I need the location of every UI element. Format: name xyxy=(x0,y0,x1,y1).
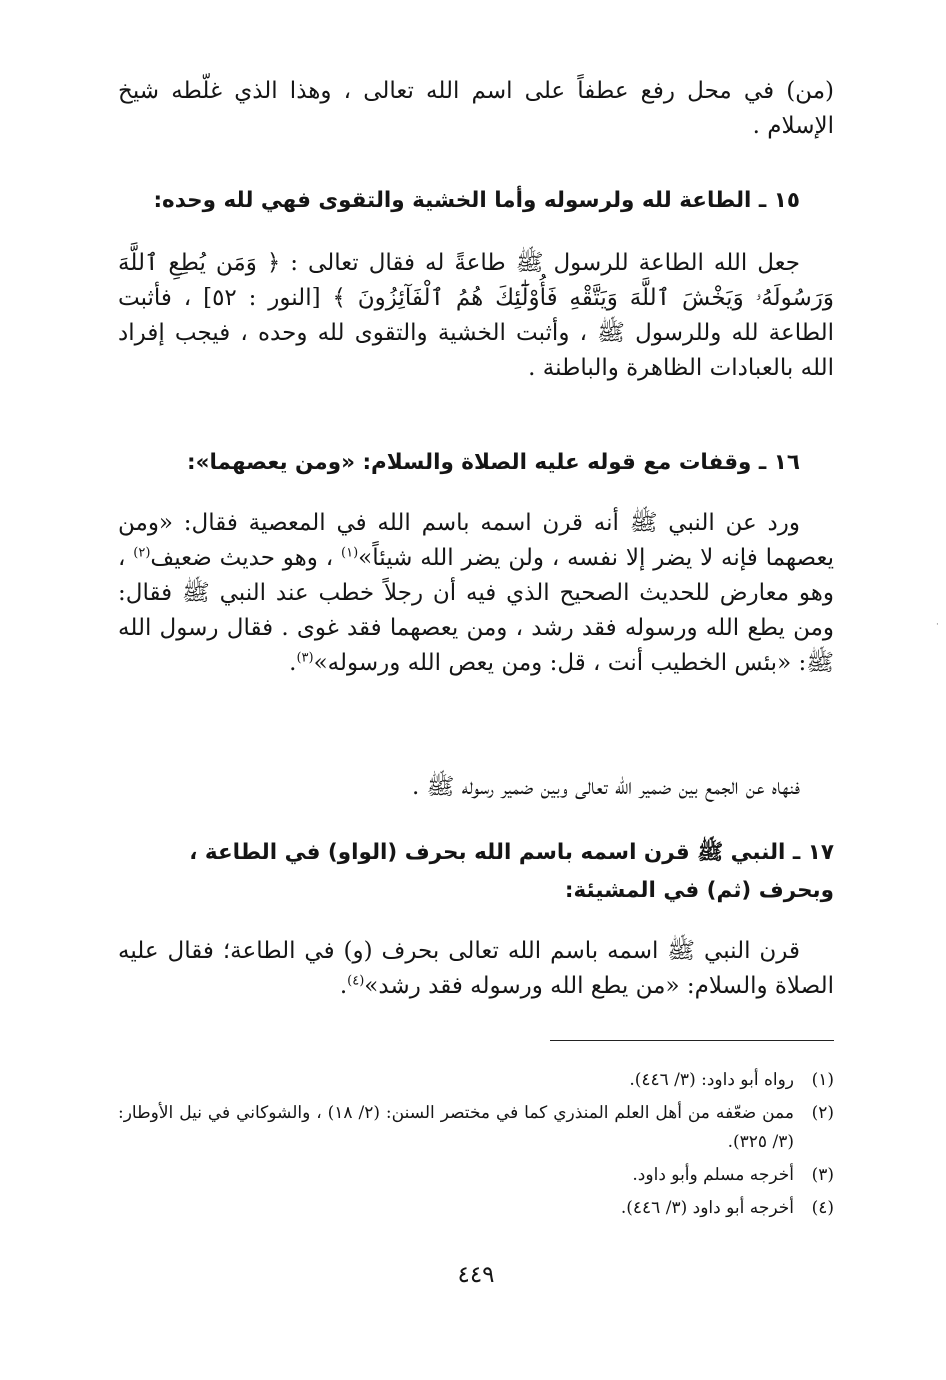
footnote-ref-2[interactable]: (٢) xyxy=(133,545,151,561)
paragraph-16-text-d: . xyxy=(289,650,297,676)
footnote-text: أخرجه مسلم وأبو داود. xyxy=(632,1165,794,1185)
footnote-ref-3[interactable]: (٣) xyxy=(296,650,314,666)
footnote-number: (٢) xyxy=(811,1103,834,1123)
paragraph-16-conclusion: فنهاه عن الجمع بين ضمير الله تعالى وبين ضمير رسوله ﷺ . xyxy=(411,774,800,800)
paragraph-17 xyxy=(118,934,834,1004)
footnote-separator xyxy=(550,1040,834,1041)
footnote-number: (١) xyxy=(811,1070,834,1090)
paragraph-17-text-a: قرن النبي ﷺ اسمه باسم الله تعالى بحرف (و) في الطاعة؛ فقال عليه الصلاة والسلام: «من يطع الله ورسوله فقد رشد» xyxy=(118,938,834,999)
heading-16: ١٦ ـ وقفات مع قوله عليه الصلاة والسلام: «ومن يعصهما»: xyxy=(187,450,800,475)
footnote-ref-4[interactable]: (٤) xyxy=(347,973,365,989)
page-body xyxy=(118,62,834,1362)
paragraph-15: جعل الله الطاعة للرسول ﷺ طاعةً له فقال تعالى : ﴿ وَمَن يُطِعِ ٱللَّهَ وَرَسُولَهُۥ وَيَخْشَ ٱللَّهَ وَيَتَّقْهِ فَأُوْلَٰٓئِكَ هُمُ ٱلْفَآئِزُونَ ﴾ [النور : ٥٢] ، فأثبت الطاعة لله وللرسول ﷺ ، وأثبت الخشية والتقوى لله وحده ، فيجب إفراد الله بالعبادات الظاهرة والباطنة . xyxy=(118,250,834,381)
footnote-item xyxy=(118,1161,834,1190)
footnote-item xyxy=(118,1099,834,1157)
paragraph-16-text-a: ورد عن النبي ﷺ أنه قرن اسمه باسم الله في المعصية فقال: «ومن يعصهما فإنه لا يضر إلا نفسه ، ولن يضر الله شيئاً» xyxy=(118,510,834,571)
paragraph-16-text-b: ، وهو حديث ضعيف xyxy=(150,545,342,571)
heading-17: ١٧ ـ النبي ﷺ قرن اسمه باسم الله بحرف (الواو) في الطاعة ، وبحرف (ثم) في المشيئة: xyxy=(189,840,834,903)
footnote-text: أخرجه أبو داود (٣/ ٤٤٦). xyxy=(620,1198,794,1218)
paragraph-16 xyxy=(118,506,834,681)
footnote-number: (٤) xyxy=(811,1198,834,1218)
paragraph-intro: (من) في محل رفع عطفاً على اسم الله تعالى ، وهذا الذي غلّطه شيخ الإسلام . xyxy=(118,78,834,139)
footnote-text: ممن ضعّفه من أهل العلم المنذري كما في مختصر السنن: (٢/ ١٨) ، والشوكاني في نيل الأوطار: (٣/ ٣٢٥). xyxy=(118,1103,794,1152)
paragraph-16-text-c: ، وهو معارض للحديث الصحيح الذي فيه أن رجلاً خطب عند النبي ﷺ فقال: ومن يطع الله ورسوله فقد رشد ، ومن يعصهما فقد غوى . فقال رسول الله ﷺ: «بئس الخطيب أنت ، قل: ومن يعص الله ورسوله» xyxy=(118,545,834,676)
scan-artifact: · xyxy=(936,620,939,630)
footnote-ref-1[interactable]: (١) xyxy=(341,545,359,561)
footnote-item xyxy=(118,1066,834,1095)
heading-15: ١٥ ـ الطاعة لله ولرسوله وأما الخشية والتقوى فهي لله وحده: xyxy=(153,188,800,213)
footnote-number: (٣) xyxy=(811,1165,834,1185)
paragraph-17-text-b: . xyxy=(339,973,348,999)
footnote-text: رواه أبو داود: (٣/ ٤٤٦). xyxy=(629,1070,794,1090)
footnote-item xyxy=(118,1194,834,1223)
footnotes xyxy=(118,1066,834,1223)
page-number: ٤٤٩ xyxy=(457,1262,495,1288)
